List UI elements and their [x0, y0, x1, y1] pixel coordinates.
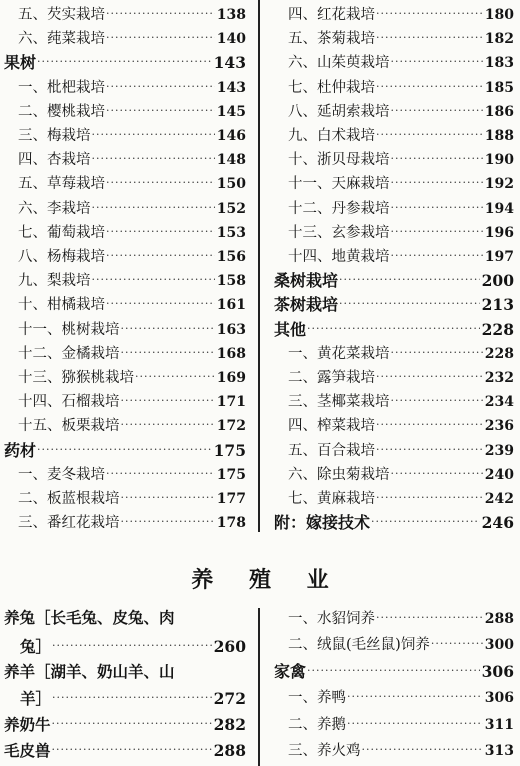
toc-entry-page: 194 — [484, 200, 514, 217]
toc-entry[interactable] — [288, 712, 514, 734]
leader-dots — [135, 370, 215, 384]
toc-entry[interactable] — [18, 2, 246, 24]
toc-entry-page: 188 — [484, 128, 514, 144]
toc-entry-title: 七、葡萄栽培 — [18, 224, 105, 241]
toc-entry-page: 200 — [481, 271, 514, 291]
toc-entry[interactable] — [18, 244, 246, 266]
toc-entry[interactable] — [288, 220, 514, 242]
toc-entry-title: 十二、金橘栽培 — [18, 345, 120, 362]
leader-dots — [92, 201, 215, 215]
toc-entry-title: 二、樱桃栽培 — [18, 103, 105, 120]
toc-category[interactable] — [4, 50, 246, 72]
toc-entry[interactable] — [18, 75, 246, 97]
toc-entry-page: 313 — [484, 743, 514, 759]
column-divider-bottom — [258, 608, 260, 766]
toc-entry[interactable] — [288, 147, 514, 169]
toc-entry-title: 羊］ — [20, 689, 52, 708]
heading-char: 业 — [306, 567, 329, 593]
toc-entry-title: 九、白术栽培 — [288, 128, 375, 144]
toc-category[interactable] — [274, 268, 514, 290]
leader-dots — [37, 55, 212, 69]
toc-entry[interactable] — [18, 268, 246, 290]
toc-entry-page: 306 — [481, 661, 514, 681]
leader-dots — [376, 418, 483, 432]
toc-entry-title: 五、茶菊栽培 — [288, 31, 375, 48]
leader-dots — [307, 322, 480, 336]
leader-dots — [106, 80, 215, 94]
toc-entry-title: 六、李栽培 — [18, 200, 91, 217]
leader-dots — [121, 322, 215, 336]
leader-dots — [339, 273, 480, 287]
leader-dots — [347, 690, 483, 704]
toc-entry-page: 148 — [216, 152, 246, 169]
toc-entry[interactable] — [288, 486, 514, 508]
toc-entry-page: 192 — [484, 176, 514, 193]
toc-entry[interactable] — [288, 632, 514, 654]
toc-entry-title: 六、除虫菊栽培 — [288, 466, 390, 483]
toc-entry-page: 232 — [484, 370, 514, 386]
toc-entry-page: 186 — [484, 103, 514, 120]
toc-entry[interactable] — [18, 220, 246, 242]
toc-entry[interactable] — [288, 244, 514, 266]
toc-entry-page: 143 — [216, 79, 246, 96]
leader-dots — [376, 128, 483, 142]
toc-entry-page: 246 — [481, 513, 514, 533]
leader-dots — [391, 225, 483, 239]
leader-dots — [371, 515, 480, 529]
leader-dots — [391, 104, 483, 118]
toc-entry-page: 153 — [216, 224, 246, 241]
leader-dots — [121, 346, 215, 360]
toc-entry[interactable] — [288, 196, 514, 218]
toc-entry-title: 十四、石榴栽培 — [18, 394, 120, 411]
toc-entry-title: 其他 — [274, 319, 307, 339]
toc-entry-title: 药材 — [4, 440, 37, 460]
toc-entry-title: 七、黄麻栽培 — [288, 491, 375, 507]
toc-entry-title: 十三、猕猴桃栽培 — [18, 370, 134, 386]
toc-entry-fur[interactable] — [4, 738, 246, 760]
toc-entry[interactable] — [18, 317, 246, 339]
toc-entry-cow[interactable] — [4, 712, 246, 734]
toc-entry-page: 306 — [484, 690, 514, 707]
toc-entry-page: 300 — [484, 637, 514, 654]
toc-entry-page: 158 — [216, 273, 246, 290]
toc-entry[interactable] — [18, 99, 246, 121]
toc-entry-title: 二、养鹅 — [288, 716, 346, 733]
toc-entry-page: 185 — [484, 79, 514, 96]
toc-entry[interactable] — [288, 685, 514, 707]
toc-entry-page: 183 — [484, 55, 514, 72]
toc-entry[interactable] — [18, 26, 246, 48]
leader-dots — [106, 249, 215, 263]
toc-entry-page: 138 — [216, 7, 246, 23]
toc-entry-title: 一、枇杷栽培 — [18, 79, 105, 96]
leader-dots — [391, 201, 483, 215]
toc-entry[interactable] — [288, 99, 514, 121]
leader-dots — [391, 346, 483, 360]
leader-dots — [106, 31, 215, 45]
leader-dots — [106, 7, 215, 21]
leader-dots — [121, 515, 215, 529]
toc-entry-page: 311 — [484, 716, 514, 733]
toc-entry-title: 十二、丹参栽培 — [288, 200, 390, 217]
heading-char: 养 — [191, 567, 214, 593]
toc-entry[interactable] — [288, 26, 514, 48]
toc-entry-page: 156 — [216, 249, 246, 265]
toc-entry[interactable] — [288, 171, 514, 193]
toc-entry[interactable] — [18, 365, 246, 387]
toc-entry[interactable] — [288, 438, 514, 460]
leader-dots — [376, 611, 483, 625]
toc-entry[interactable] — [288, 738, 514, 760]
toc-entry-title: 六、莼菜栽培 — [18, 31, 105, 48]
toc-entry-title: 兔］ — [20, 637, 52, 656]
toc-category[interactable] — [4, 438, 246, 460]
leader-dots — [391, 152, 483, 166]
toc-entry-title: 三、梅栽培 — [18, 128, 91, 144]
leader-dots — [121, 491, 215, 505]
toc-entry[interactable] — [18, 171, 246, 193]
toc-entry-title: 十、浙贝母栽培 — [288, 152, 390, 169]
toc-entry-page: 152 — [216, 200, 246, 217]
toc-entry-title: 十五、板栗栽培 — [18, 418, 120, 435]
toc-entry[interactable] — [18, 196, 246, 218]
toc-entry-page: 171 — [216, 394, 246, 411]
toc-entry-title: 八、杨梅栽培 — [18, 249, 105, 265]
leader-dots — [52, 743, 212, 757]
leader-dots — [37, 443, 212, 457]
leader-dots — [106, 297, 215, 311]
toc-entry[interactable] — [18, 123, 246, 145]
toc-entry-title: 三、番红花栽培 — [18, 515, 120, 532]
toc-entry-page: 177 — [216, 491, 246, 507]
leader-dots — [92, 152, 215, 166]
leader-dots — [52, 691, 212, 705]
section-heading — [0, 563, 520, 594]
leader-dots — [121, 394, 215, 408]
leader-dots — [376, 370, 483, 384]
toc-entry-title: 养羊［湖羊、奶山羊、山 — [4, 662, 175, 681]
toc-entry-title: 十四、地黄栽培 — [288, 249, 390, 265]
toc-entry[interactable] — [288, 2, 514, 24]
toc-entry-page: 197 — [484, 249, 514, 265]
toc-entry-page: 242 — [484, 491, 514, 507]
toc-entry-page: 260 — [213, 637, 246, 656]
leader-dots — [362, 743, 483, 757]
leader-dots — [106, 176, 215, 190]
leader-dots — [376, 443, 483, 457]
toc-entry-title: 果树 — [4, 53, 37, 73]
toc-entry-title: 三、养火鸡 — [288, 743, 361, 759]
toc-entry-page: 288 — [484, 611, 514, 627]
toc-entry-page: 288 — [213, 741, 246, 760]
toc-entry-page: 240 — [484, 466, 514, 483]
toc-entry-title: 十一、桃树栽培 — [18, 321, 120, 338]
leader-dots — [391, 176, 483, 190]
toc-entry[interactable] — [18, 292, 246, 314]
toc-entry-title: 六、山茱萸栽培 — [288, 55, 390, 72]
toc-entry[interactable] — [18, 389, 246, 411]
toc-entry[interactable] — [288, 123, 514, 145]
toc-entry-title: 五、草莓栽培 — [18, 176, 105, 193]
toc-entry-title: 养兔［长毛兔、皮兔、肉 — [4, 608, 175, 627]
leader-dots — [376, 31, 483, 45]
toc-entry[interactable] — [288, 462, 514, 484]
heading-char: 殖 — [248, 567, 271, 593]
toc-entry-page: 239 — [484, 442, 514, 459]
leader-dots — [347, 717, 483, 731]
toc-entry-page: 228 — [481, 319, 514, 339]
toc-entry[interactable] — [288, 389, 514, 411]
toc-entry-page: 196 — [484, 224, 514, 241]
toc-entry-title: 一、水貂饲养 — [288, 611, 375, 627]
toc-entry[interactable] — [288, 606, 514, 628]
toc-entry-page: 178 — [216, 515, 246, 532]
leader-dots — [92, 128, 215, 142]
toc-entry-title: 二、板蓝根栽培 — [18, 491, 120, 507]
toc-entry-title: 家禽 — [274, 661, 307, 681]
toc-category[interactable] — [274, 659, 514, 681]
leader-dots — [52, 717, 212, 731]
toc-entry-page: 146 — [216, 128, 246, 144]
column-divider-top — [258, 0, 260, 532]
toc-entry-title: 四、榨菜栽培 — [288, 418, 375, 435]
toc-entry-title: 五、百合栽培 — [288, 442, 375, 459]
toc-entry-title: 四、杏栽培 — [18, 152, 91, 169]
toc-entry[interactable] — [18, 510, 246, 532]
toc-entry-title: 八、延胡索栽培 — [288, 103, 390, 120]
toc-entry-title: 一、黄花菜栽培 — [288, 345, 390, 362]
toc-entry[interactable] — [18, 486, 246, 508]
toc-entry-page: 143 — [213, 53, 246, 73]
toc-entry-page: 168 — [216, 345, 246, 362]
toc-entry-title: 十、柑橘栽培 — [18, 297, 105, 314]
toc-entry-page: 282 — [213, 715, 246, 734]
toc-entry-page: 190 — [484, 152, 514, 169]
toc-entry-page: 234 — [484, 394, 514, 411]
toc-entry-page: 272 — [213, 689, 246, 708]
toc-entry-title: 毛皮兽 — [4, 741, 51, 760]
toc-entry-page: 236 — [484, 418, 514, 435]
leader-dots — [391, 55, 483, 69]
leader-dots — [307, 664, 480, 678]
toc-category[interactable] — [274, 317, 514, 339]
toc-entry-title: 茶树栽培 — [274, 295, 339, 315]
leader-dots — [391, 467, 483, 481]
toc-entry-page: 145 — [216, 103, 246, 120]
leader-dots — [391, 249, 483, 263]
toc-entry[interactable] — [288, 50, 514, 72]
toc-entry-page: 161 — [216, 297, 246, 314]
leader-dots — [391, 394, 483, 408]
leader-dots — [376, 491, 483, 505]
toc-entry-title: 一、养鸭 — [288, 690, 346, 707]
leader-dots — [376, 7, 483, 21]
toc-entry[interactable] — [18, 462, 246, 484]
toc-entry[interactable] — [18, 147, 246, 169]
toc-entry-page: 213 — [481, 295, 514, 315]
toc-category[interactable] — [274, 510, 514, 532]
toc-entry-page: 175 — [213, 440, 246, 460]
leader-dots — [106, 104, 215, 118]
toc-entry[interactable] — [288, 341, 514, 363]
toc-entry-page: 182 — [484, 31, 514, 48]
leader-dots — [121, 418, 215, 432]
toc-entry-title: 二、露笋栽培 — [288, 370, 375, 386]
leader-dots — [339, 297, 480, 311]
toc-entry-title: 十三、玄参栽培 — [288, 224, 390, 241]
toc-entry-title: 五、芡实栽培 — [18, 7, 105, 23]
toc-entry[interactable] — [18, 413, 246, 435]
leader-dots — [106, 467, 215, 481]
toc-entry-title: 二、绒鼠(毛丝鼠)饲养 — [288, 637, 430, 654]
toc-entry-title: 养奶牛 — [4, 715, 51, 734]
toc-entry[interactable] — [18, 341, 246, 363]
toc-entry-title: 附：嫁接技术 — [274, 513, 371, 533]
toc-entry-title: 四、红花栽培 — [288, 7, 375, 23]
leader-dots — [52, 639, 212, 653]
toc-entry-page: 169 — [216, 370, 246, 386]
toc-entry-page: 140 — [216, 31, 246, 48]
leader-dots — [431, 637, 483, 651]
toc-entry-page: 228 — [484, 345, 514, 362]
leader-dots — [92, 273, 215, 287]
toc-entry-title: 桑树栽培 — [274, 271, 339, 291]
toc-entry[interactable] — [288, 365, 514, 387]
toc-entry[interactable] — [288, 75, 514, 97]
toc-entry-title: 十一、天麻栽培 — [288, 176, 390, 193]
toc-entry-page: 150 — [216, 176, 246, 193]
toc-entry-page: 180 — [484, 7, 514, 23]
toc-entry-title: 七、杜仲栽培 — [288, 79, 375, 96]
toc-entry-title: 一、麦冬栽培 — [18, 466, 105, 483]
leader-dots — [106, 225, 215, 239]
toc-entry-title: 九、梨栽培 — [18, 273, 91, 290]
toc-category[interactable] — [274, 292, 514, 314]
toc-entry[interactable] — [288, 413, 514, 435]
toc-entry-page: 163 — [216, 321, 246, 338]
toc-entry-page: 175 — [216, 466, 246, 483]
toc-entry-title: 三、茎椰菜栽培 — [288, 394, 390, 411]
toc-entry-page: 172 — [216, 418, 246, 435]
leader-dots — [376, 80, 483, 94]
